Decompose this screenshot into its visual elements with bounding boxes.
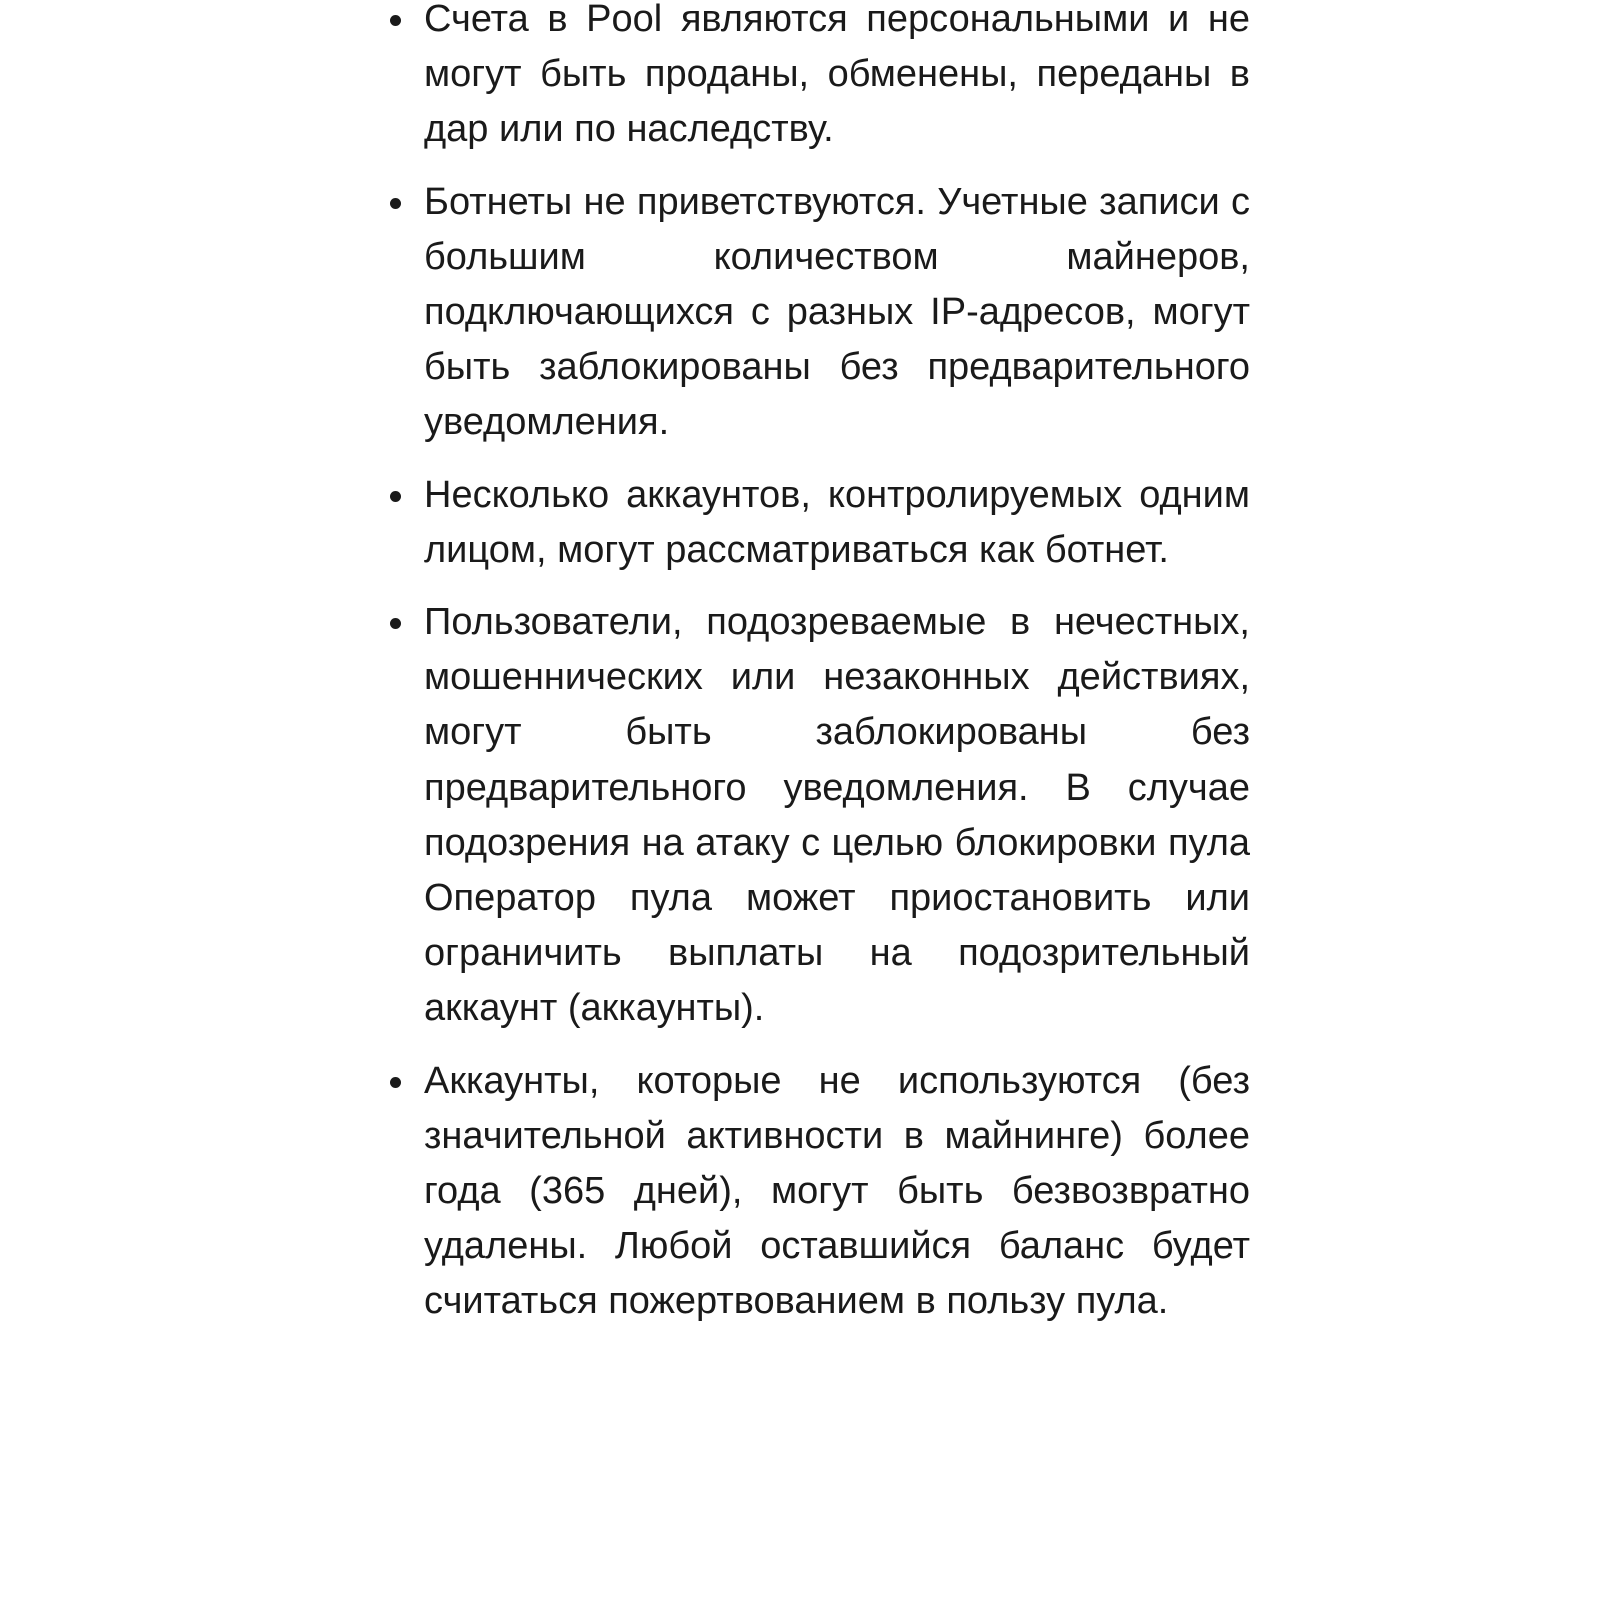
list-item-text: Несколько аккаунтов, контролируемых одним лицом, могут рассматриваться как ботнет. — [424, 473, 1250, 571]
bullet-icon — [390, 198, 401, 209]
list-item — [388, 595, 1250, 1037]
list-item-text: Ботнеты не приветствуются. Учетные записи с большим количеством майнеров, подключающихся с разных IP-адресов, могут быть заблокированы без предварительного уведомления. — [424, 180, 1250, 444]
bullet-icon — [390, 1077, 401, 1088]
bullet-icon — [390, 618, 401, 629]
bullet-icon — [390, 15, 401, 26]
list-item-text: Аккаунты, которые не используются (без значительной активности в майнинге) более года (365 дней), могут быть безвозвратно удалены. Любой оставшийся баланс будет считаться пожертвованием в пользу пула. — [424, 1059, 1250, 1323]
list-item — [388, 175, 1250, 451]
list-item — [388, 468, 1250, 578]
bullet-icon — [390, 491, 401, 502]
document-content — [388, 0, 1250, 1347]
list-item — [388, 1054, 1250, 1330]
rules-list — [388, 0, 1250, 1330]
list-item-text: Счета в Pool являются персональными и не могут быть проданы, обменены, переданы в дар или по наследству. — [424, 0, 1250, 151]
list-item-text: Пользователи, подозреваемые в нечестных, мошеннических или незаконных действиях, могут быть заблокированы без предварительного уведомления. В случае подозрения на атаку с целью блокировки пула Оператор пула может приостановить или ограничить выплаты на подозрительный аккаунт (аккаунты). — [424, 601, 1250, 1030]
list-item — [388, 0, 1250, 158]
